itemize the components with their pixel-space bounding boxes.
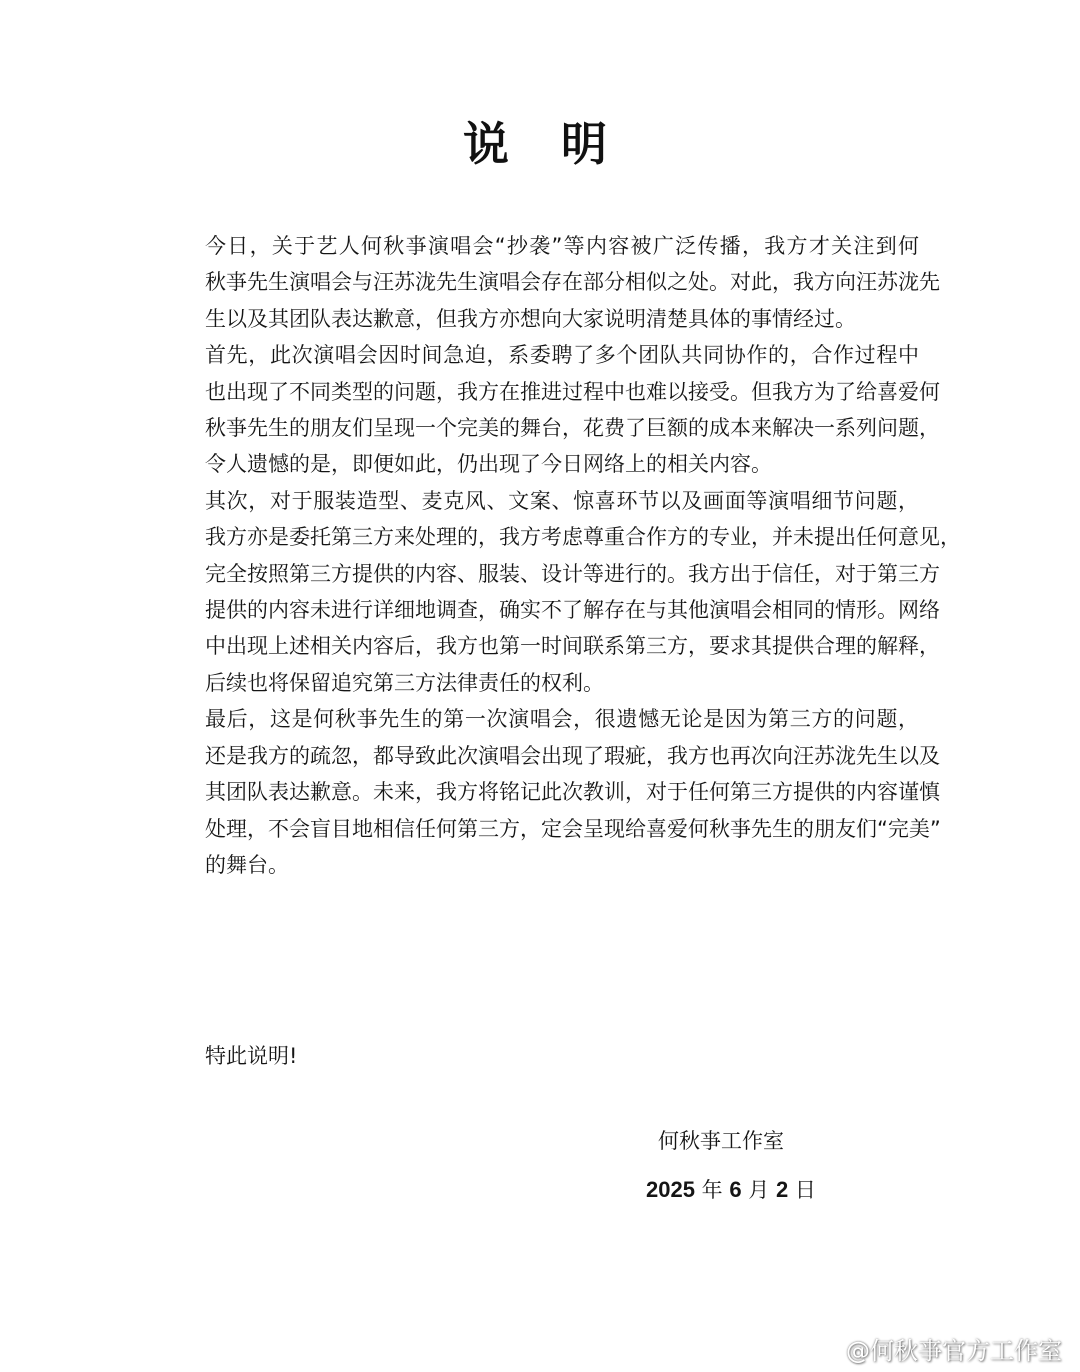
- text-line: 其团队表达歉意。未来，我方将铭记此次教训，对于任何第三方提供的内容谨慎: [205, 780, 940, 805]
- watermark-text: @何秋亊官方工作室: [846, 1337, 1062, 1365]
- date-year: 2025: [646, 1177, 695, 1202]
- text-line: 首先，此次演唱会因时间急迫，系委聘了多个团队共同协作的，合作过程中: [205, 343, 919, 368]
- text-line: 完全按照第三方提供的内容、服装、设计等进行的。我方出于信任，对于第三方: [205, 561, 940, 586]
- text-line: 生以及其团队表达歉意，但我方亦想向大家说明清楚具体的事情经过。: [205, 306, 856, 331]
- paragraph-4: [163, 701, 941, 883]
- text-line: 其次，对于服装造型、麦克风、文案、惊喜环节以及画面等演唱细节问题，: [205, 488, 919, 513]
- document-title: 说 明: [462, 117, 625, 171]
- text-line: 处理，不会盲目地相信任何第三方，定会呈现给喜爱何秋亊先生的朋友们“完美”: [205, 816, 941, 841]
- text-line: 还是我方的疏忽，都导致此次演唱会出现了瑕疵，我方也再次向汪苏泷先生以及: [205, 743, 940, 768]
- signature: 何秋亊工作室: [658, 1129, 784, 1153]
- weibo-icon: [806, 1335, 840, 1363]
- text-line: 中出现上述相关内容后，我方也第一时间联系第三方，要求其提供合理的解释，: [205, 634, 940, 659]
- document-body: [163, 228, 961, 883]
- paragraph-2: [163, 337, 940, 483]
- date-day-unit: 日: [794, 1178, 816, 1202]
- text-line: 的舞台。: [205, 852, 289, 877]
- paragraph-3: [163, 483, 961, 701]
- text-line: 提供的内容未进行详细地调查，确实不了解存在与其他演唱会相同的情形。网络: [205, 598, 940, 623]
- text-line: 也出现了不同类型的问题，我方在推进过程中也难以接受。但我方为了给喜爱何: [205, 379, 940, 404]
- text-line: 秋亊先生的朋友们呈现一个完美的舞台，花费了巨额的成本来解决一系列问题，: [205, 416, 940, 441]
- date-day: 2: [775, 1177, 789, 1202]
- text-line: 我方亦是委托第三方来处理的，我方考虑尊重合作方的专业，并未提出任何意见，: [205, 525, 961, 550]
- date-year-unit: 年: [701, 1178, 723, 1202]
- document-date: [646, 1172, 816, 1208]
- date-month: 6: [729, 1177, 742, 1202]
- date-month-unit: 月: [748, 1178, 770, 1202]
- text-line: 秋亊先生演唱会与汪苏泷先生演唱会存在部分相似之处。对此，我方向汪苏泷先: [205, 270, 940, 295]
- paragraph-1: [163, 228, 940, 337]
- text-line: 后续也将保留追究第三方法律责任的权利。: [205, 670, 604, 695]
- text-line: 今日，关于艺人何秋亊演唱会“抄袭”等内容被广泛传播，我方才关注到何: [205, 234, 919, 258]
- text-line: 令人遗憾的是，即便如此，仍出现了今日网络上的相关内容。: [205, 452, 772, 477]
- closing-statement: 特此说明!: [205, 1044, 298, 1068]
- text-line: 最后，这是何秋亊先生的第一次演唱会，很遗憾无论是因为第三方的问题，: [205, 707, 919, 732]
- weibo-watermark: [806, 1331, 1062, 1366]
